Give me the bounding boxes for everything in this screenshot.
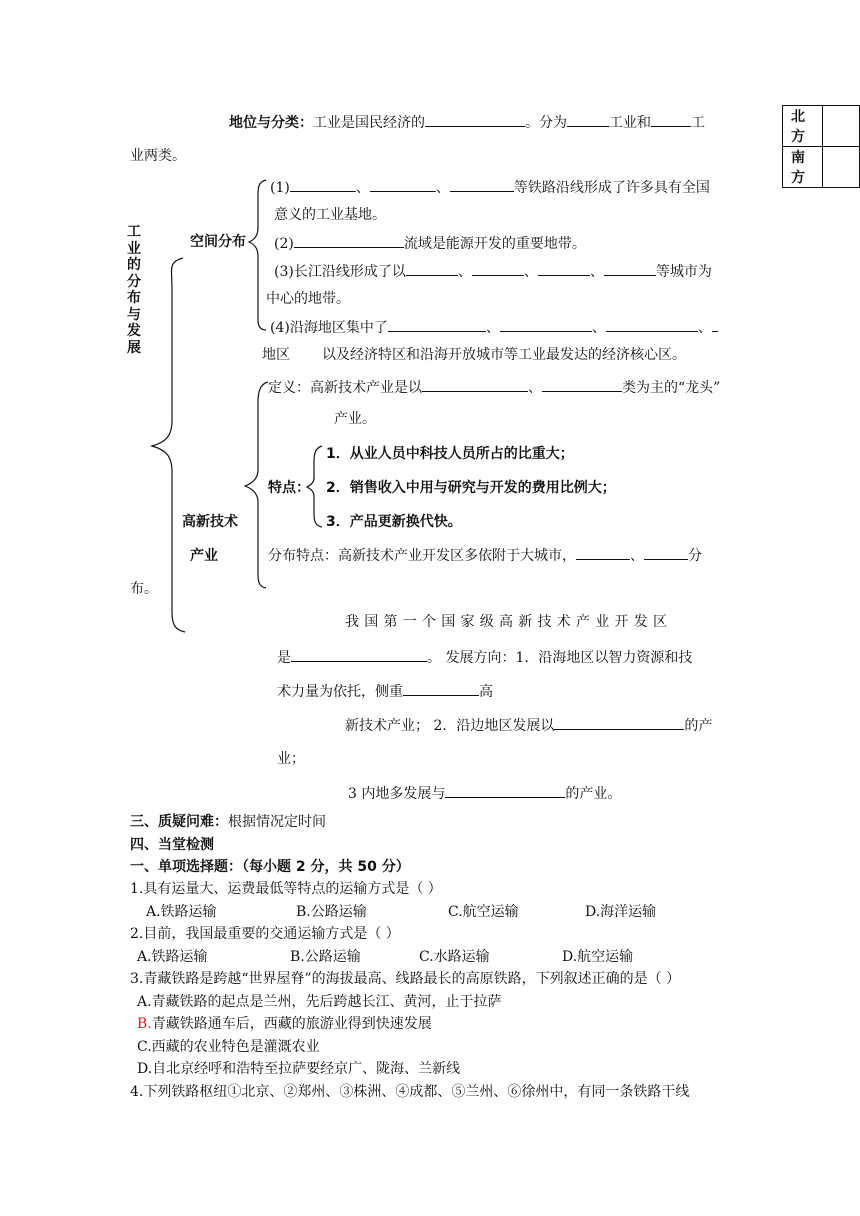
text: 的产 xyxy=(684,718,713,734)
question-4: 4.下列铁路枢纽①北京、②郑州、③株洲、④成都、⑤兰州、⑥徐州中，有同一条铁路干线 xyxy=(130,1084,690,1100)
text: 、 xyxy=(591,320,606,336)
text: 3 内地多发展与 xyxy=(348,786,446,802)
text: 、 xyxy=(435,180,450,196)
blank xyxy=(500,317,592,332)
section-3 xyxy=(130,812,326,832)
blank xyxy=(576,545,630,560)
question-3-option-a: A.青藏铁路的起点是兰州，先后跨越长江、黄河，止于拉萨 xyxy=(137,994,502,1010)
question-1: 1.具有运量大、运费最低等特点的运输方式是（ ） xyxy=(130,881,442,897)
text: 青藏铁路通车后，西藏的旅游业得到快速发展 xyxy=(151,1016,432,1032)
text: 、 xyxy=(528,380,542,396)
development-line-4 xyxy=(348,783,621,804)
text: 等城市为 xyxy=(655,264,712,280)
first-zone-answer-line xyxy=(277,647,692,668)
blank xyxy=(554,715,684,730)
spatial-line-4 xyxy=(270,317,718,338)
text: 地区 xyxy=(262,347,290,363)
spatial-line-3b: 中心的地带。 xyxy=(266,291,350,307)
section-3-title: 三、质疑问难： xyxy=(130,814,228,830)
text: 、 xyxy=(589,264,604,280)
text: 、 xyxy=(697,320,712,336)
question-2-option-c: C.水路运输 xyxy=(419,949,490,965)
text: 等铁路沿线形成了许多具有全国 xyxy=(513,180,710,196)
feature-label: 特点： xyxy=(268,480,310,496)
status-text-2: 。分为 xyxy=(525,115,567,131)
text: 高 xyxy=(479,684,493,700)
blank xyxy=(644,545,688,560)
status-line-cont: 业两类。 xyxy=(130,148,186,164)
question-1-option-c: C.航空运输 xyxy=(448,904,519,920)
question-3-option-d: D.自北京经呼和浩特至拉萨要经京广、陇海、兰新线 xyxy=(137,1061,461,1077)
text: 、 xyxy=(355,180,370,196)
blank xyxy=(712,317,718,332)
text: 流域是能源开发的重要地带。 xyxy=(403,236,586,252)
text: 、 xyxy=(630,548,644,564)
question-3: 3.青藏铁路是跨越“世界屋脊”的海拔最高、线路最长的高原铁路，下列叙述正确的是（ ） xyxy=(130,971,681,987)
text: 分 xyxy=(688,548,702,564)
section-4-title: 四、当堂检测 xyxy=(130,837,214,853)
blank xyxy=(370,177,436,192)
blank xyxy=(406,261,458,276)
development-line-3: 业； xyxy=(277,751,305,767)
question-2-option-b: B.公路运输 xyxy=(290,949,361,965)
text: 类为主的“龙头” xyxy=(622,380,721,396)
status-text-1: 工业是国民经济的 xyxy=(313,115,425,131)
blank xyxy=(388,317,486,332)
blank xyxy=(542,377,622,392)
hightech-definition xyxy=(268,377,720,398)
south-cell: 南方 xyxy=(783,147,823,188)
status-text-4: 工 xyxy=(691,115,705,131)
north-cell: 北方 xyxy=(783,106,823,147)
text: 定义：高新技术产业是以 xyxy=(268,380,422,396)
blank xyxy=(445,783,565,798)
blank xyxy=(294,233,404,248)
hightech-definition-b: 产业。 xyxy=(334,411,376,427)
question-1-option-b: B.公路运输 xyxy=(296,904,367,920)
distribution-line-b: 布。 xyxy=(130,581,158,597)
section-3-note: 根据情况定时间 xyxy=(228,814,326,830)
blank xyxy=(290,177,356,192)
question-2-option-d: D.航空运输 xyxy=(562,949,634,965)
spatial-line-2 xyxy=(274,233,586,254)
spatial-line-3 xyxy=(274,261,712,282)
development-line-2 xyxy=(345,715,712,736)
text: 分布特点：高新技术产业开发区多依附于大城市， xyxy=(268,548,576,564)
blank xyxy=(422,377,528,392)
blank xyxy=(450,177,514,192)
spatial-brace xyxy=(249,180,266,330)
text: 、 xyxy=(485,320,500,336)
hightech-brace xyxy=(245,382,268,588)
question-1-option-d: D.海洋运输 xyxy=(585,904,657,920)
spatial-line-1b: 意义的工业基地。 xyxy=(274,207,386,223)
text: 是 xyxy=(277,650,291,666)
text: (2) xyxy=(274,236,294,252)
text: 、 xyxy=(523,264,538,280)
spatial-heading: 空间分布 xyxy=(190,234,246,250)
development-line-1 xyxy=(277,681,493,702)
text: 。 发展方向：1．沿海地区以智力资源和技 xyxy=(427,650,693,666)
text: 、 xyxy=(457,264,472,280)
text: 的产业。 xyxy=(565,786,622,802)
question-3-option-c: C.西藏的农业特色是灌溉农业 xyxy=(137,1039,320,1055)
hightech-heading-1: 高新技术 xyxy=(182,514,238,530)
vertical-title: 工业的分布与发展 xyxy=(127,224,141,356)
feature-3: 3．产品更新换代快。 xyxy=(326,514,462,530)
blank xyxy=(538,261,590,276)
status-text-3: 工业和 xyxy=(609,115,651,131)
text: (3)长江沿线形成了以 xyxy=(274,264,406,280)
spatial-line-5 xyxy=(262,345,686,365)
distribution-line xyxy=(268,545,702,566)
main-brace xyxy=(152,258,185,632)
feature-2: 2．销售收入中用与研究与开发的费用比例大； xyxy=(326,480,616,496)
hightech-heading-2: 产业 xyxy=(190,548,218,564)
question-2: 2.目前，我国最重要的交通运输方式是（ ） xyxy=(130,926,400,942)
feature-1: 1．从业人员中科技人员所占的比重大； xyxy=(326,446,574,462)
status-label: 地位与分类： xyxy=(229,115,313,131)
text: 术力量为依托，侧重 xyxy=(277,684,403,700)
question-3-option-b xyxy=(137,1014,432,1034)
question-1-option-a: A.铁路运输 xyxy=(146,904,217,920)
blank xyxy=(291,647,427,662)
text: 以及经济特区和沿海开放城市等工业最发达的经济核心区。 xyxy=(322,347,686,363)
blank xyxy=(606,317,698,332)
blank xyxy=(472,261,524,276)
first-zone-line: 我 国 第 一 个 国 家 级 高 新 技 术 产 业 开 发 区 xyxy=(345,614,668,630)
text: 新技术产业； 2．沿边地区发展以 xyxy=(345,718,555,734)
spatial-line-1 xyxy=(270,177,710,198)
text: (1) xyxy=(270,180,290,196)
part-1-title: 一、单项选择题：（每小题 2 分，共 50 分） xyxy=(130,859,410,875)
blank xyxy=(604,261,656,276)
question-2-option-a: A.铁路运输 xyxy=(137,949,208,965)
text: (4)沿海地区集中了 xyxy=(270,320,388,336)
option-b-letter: B. xyxy=(137,1016,152,1032)
blank xyxy=(403,681,479,696)
